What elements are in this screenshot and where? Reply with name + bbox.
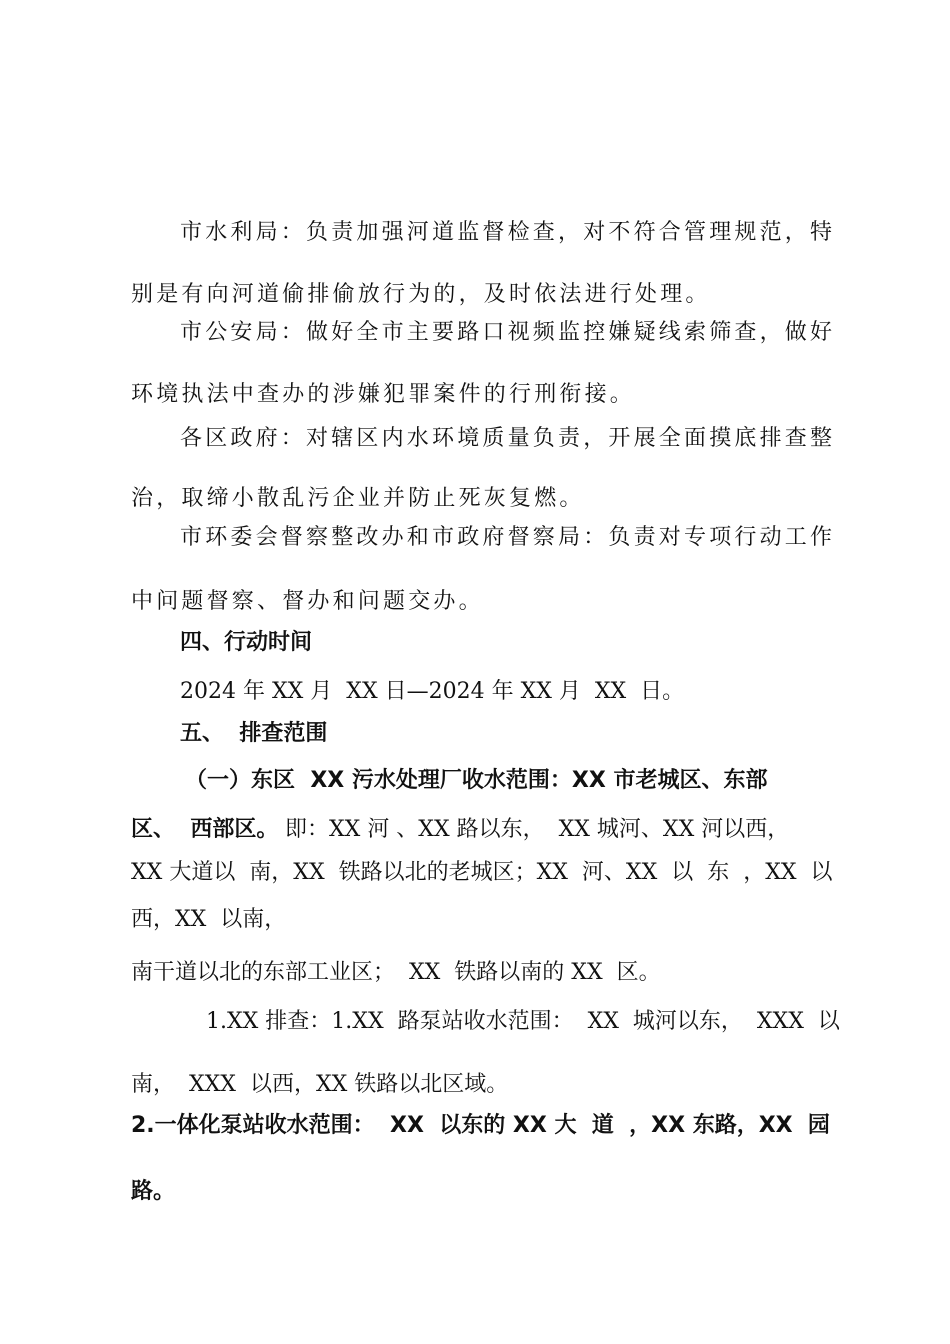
paragraph-district-line1: 各区政府：对辖区内水环境质量负责，开展全面摸底排查整 [180,426,836,451]
paragraph-supervision-line1: 市环委会督察整改办和市政府督察局：负责对专项行动工作 [180,525,836,550]
subsection-east-district-line5: 南干道以北的东部工业区； XX 铁路以南的 XX 区。 [131,960,661,985]
subsection-east-district-line2b: 即：XX 河 、XX 路以东， XX 城河、XX 河以西， [285,817,790,842]
paragraph-police-line2: 环境执法中查办的涉嫌犯罪案件的行刑衔接。 [131,382,636,407]
item-1-line2: 南， XXX 以西，XX 铁路以北区域。 [131,1072,509,1097]
item-2-line1: 2.一体化泵站收水范围： XX 以东的 XX 大 道 ，XX 东路，XX 园 [131,1113,830,1138]
section-heading-action-time: 四、行动时间 [180,630,313,655]
subsection-east-district-line4: 西，XX 以南， [131,907,287,932]
paragraph-water-bureau-line2: 别是有向河道偷排偷放行为的，及时依法进行处理。 [131,282,711,307]
paragraph-district-line2: 治，取缔小散乱污企业并防止死灰复燃。 [131,486,585,511]
item-1-line1: 1.XX 排查：1.XX 路泵站收水范围： XX 城河以东， XXX 以 [206,1009,840,1034]
paragraph-supervision-line2: 中问题督察、督办和问题交办。 [131,589,484,614]
section-heading-scope: 五、 排查范围 [180,721,328,746]
subsection-east-district-line1: （一）东区 XX 污水处理厂收水范围：XX 市老城区、东部 [185,768,768,793]
action-time-range: 2024 年 XX 月 XX 日—2024 年 XX 月 XX 日。 [180,679,685,704]
subsection-east-district-line2a: 区、 西部区。 [131,817,279,842]
paragraph-water-bureau-line1: 市水利局：负责加强河道监督检查，对不符合管理规范，特 [180,220,836,245]
subsection-east-district-line3: XX 大道以 南，XX 铁路以北的老城区；XX 河、XX 以 东 ，XX 以 [131,860,833,885]
paragraph-police-line1: 市公安局：做好全市主要路口视频监控嫌疑线索筛查，做好 [180,320,836,345]
item-2-line2: 路。 [131,1179,176,1204]
